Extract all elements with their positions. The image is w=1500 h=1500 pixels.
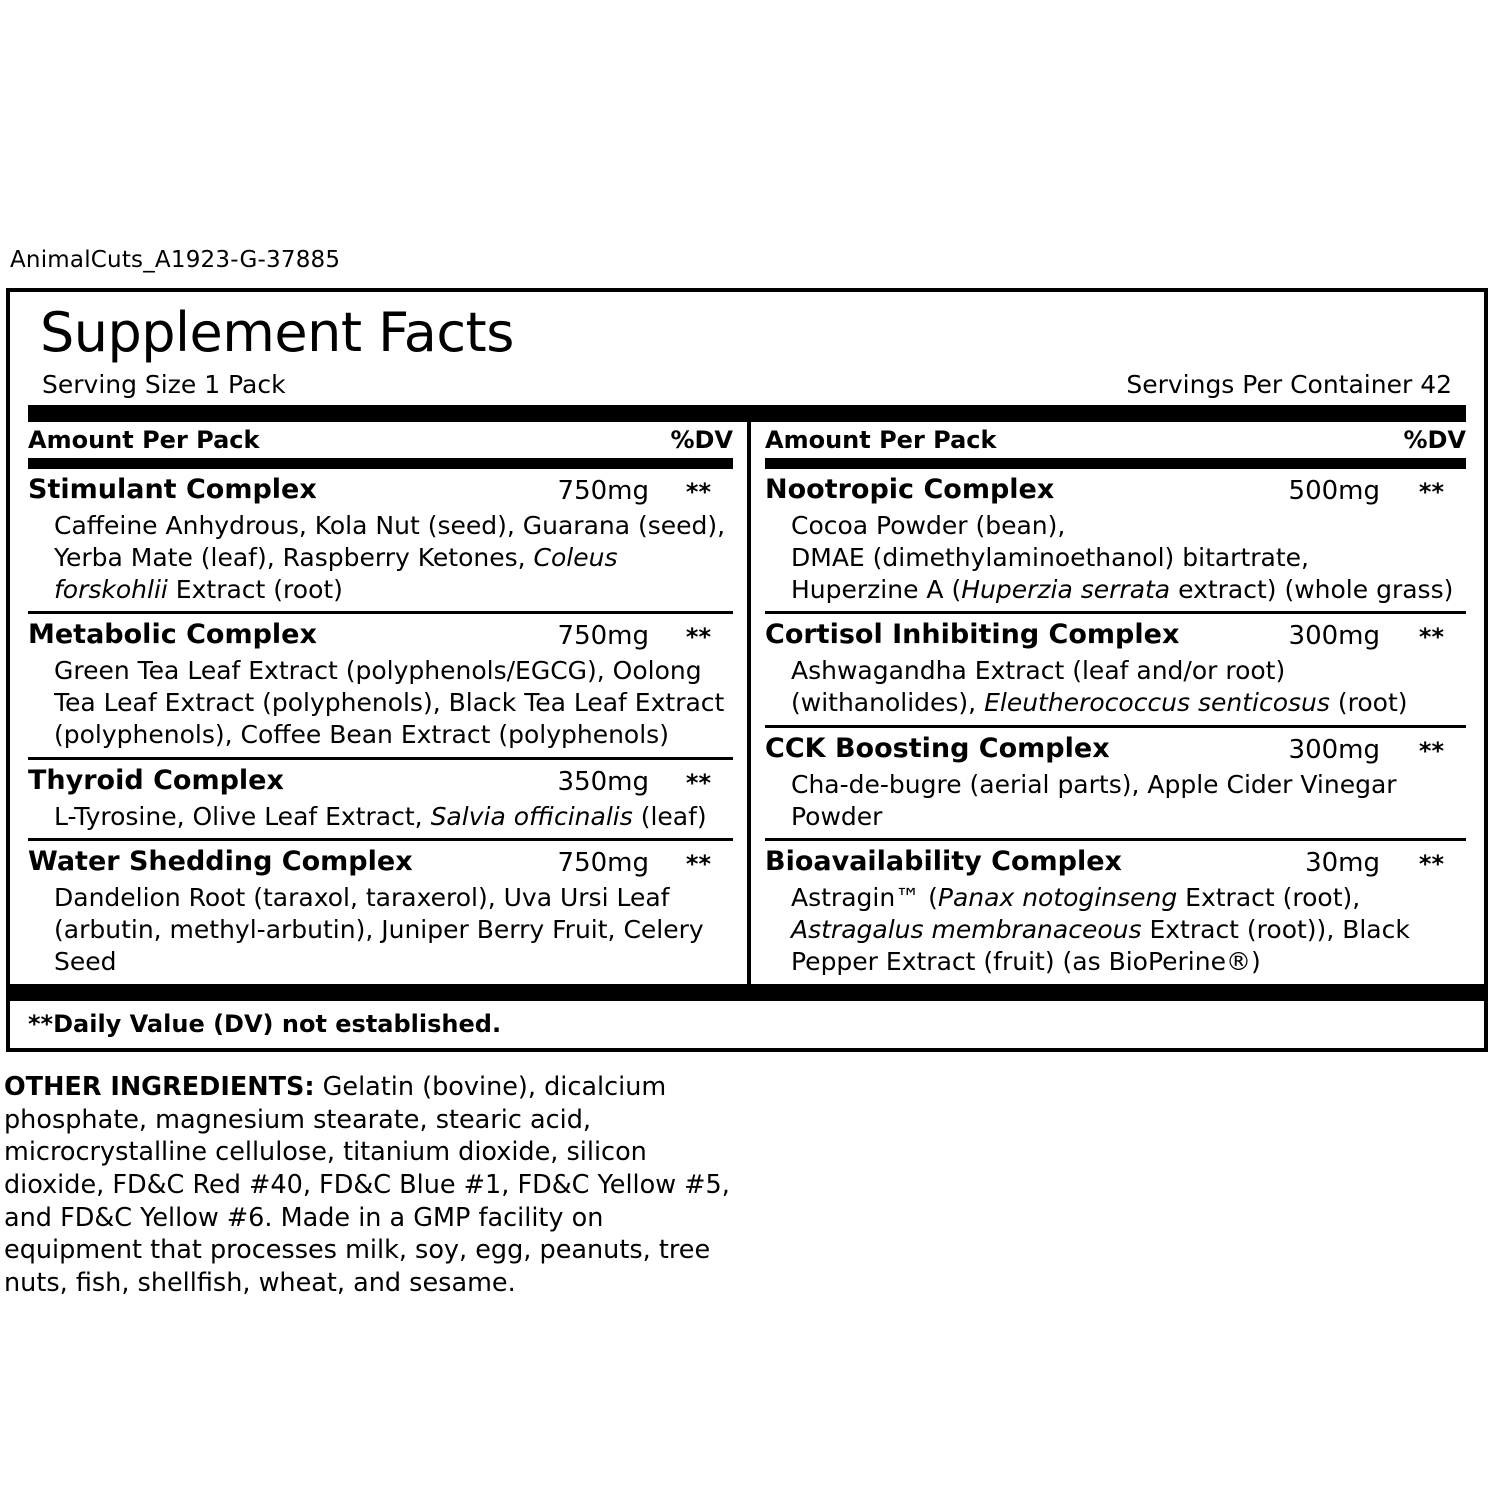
group-amount: 500mg [1288, 476, 1380, 506]
nutrient-column-right [747, 422, 1466, 984]
servings-per-container-text: Servings Per Container 42 [1126, 370, 1452, 399]
group-amount: 750mg [557, 848, 649, 879]
divider-thick-top [28, 405, 1466, 422]
dv-label-right: %DV [1403, 426, 1466, 454]
group-name: Stimulant Complex [28, 474, 317, 505]
group-ingredients: Green Tea Leaf Extract (polyphenols/EGCG), Oolong Tea Leaf Extract (polyphenols), Black Tea Leaf Extract (polyphenols), Coffee Bean Extract (polyphenols) [54, 656, 725, 749]
other-ingredients-label: OTHER INGREDIENTS: [4, 1072, 315, 1102]
nutrient-group [28, 841, 733, 983]
nutrient-group [765, 614, 1466, 728]
nutrient-group [765, 841, 1466, 983]
group-ingredients: Dandelion Root (taraxol, taraxerol), Uva Ursi Leaf (arbutin, methyl-arbutin), Juniper Berry Fruit, Celery Seed [54, 883, 704, 976]
group-dv: ** [1418, 736, 1444, 765]
nutrient-group [765, 469, 1466, 614]
group-name: Thyroid Complex [28, 764, 284, 796]
nutrient-columns [28, 422, 1466, 984]
nutrient-column-left [28, 422, 747, 984]
group-dv: ** [685, 768, 711, 797]
file-code-text: AnimalCuts_A1923-G-37885 [10, 247, 341, 273]
group-ingredients: L-Tyrosine, Olive Leaf Extract, Salvia officinalis (leaf) [54, 801, 707, 831]
nutrient-group [28, 614, 733, 759]
daily-value-note: **Daily Value (DV) not established. [28, 1009, 502, 1038]
group-name: CCK Boosting Complex [765, 732, 1110, 764]
nutrient-group [28, 760, 733, 842]
amount-header-left [28, 422, 733, 458]
amount-header-right [765, 422, 1466, 458]
group-amount: 30mg [1305, 848, 1380, 879]
group-name: Metabolic Complex [28, 619, 317, 651]
divider-thick-bottom [10, 984, 1484, 1001]
panel-title: Supplement Facts [40, 301, 514, 364]
group-amount: 300mg [1288, 734, 1380, 765]
group-dv: ** [685, 478, 711, 506]
group-ingredients: Caffeine Anhydrous, Kola Nut (seed), Guarana (seed), Yerba Mate (leaf), Raspberry Ketones, Coleus forskohlii Extract (root) [54, 511, 726, 604]
dv-label-left: %DV [670, 426, 733, 454]
group-amount: 300mg [1288, 621, 1380, 652]
group-dv: ** [685, 623, 711, 652]
amount-per-pack-label-right: Amount Per Pack [765, 426, 997, 454]
group-amount: 350mg [557, 766, 649, 797]
supplement-facts-panel [6, 288, 1488, 1052]
group-amount: 750mg [557, 476, 649, 506]
group-dv: ** [685, 850, 711, 879]
group-name: Water Shedding Complex [28, 846, 413, 878]
group-dv: ** [1418, 478, 1444, 506]
divider-header-right [765, 458, 1466, 469]
group-amount: 750mg [557, 621, 649, 652]
group-ingredients: Astragin™ (Panax notoginseng Extract (root), Astragalus membranaceous Extract (root)), Black Pepper Extract (fruit) (as BioPerine®) [791, 883, 1410, 976]
group-ingredients: Ashwagandha Extract (leaf and/or root) (withanolides), Eleutherococcus senticosus (root) [791, 656, 1408, 717]
group-ingredients: Cocoa Powder (bean), DMAE (dimethylaminoethanol) bitartrate, Huperzine A (Huperzia serrata extract) (whole grass) [791, 511, 1454, 604]
group-dv: ** [1418, 623, 1444, 652]
group-name: Bioavailability Complex [765, 846, 1122, 878]
other-ingredients-text: Gelatin (bovine), dicalcium phosphate, magnesium stearate, stearic acid, microcrystalline cellulose, titanium dioxide, silicon dioxide, FD&C Red #40, FD&C Blue #1, FD&C Yellow #5, and FD&C Yellow #6. Made in a GMP facility on equipment that processes milk, soy, egg, peanuts, tree nuts, fish, shellfish, wheat, and sesame. [4, 1072, 730, 1298]
amount-per-pack-label-left: Amount Per Pack [28, 426, 260, 454]
divider-header-left [28, 458, 733, 469]
serving-size-text: Serving Size 1 Pack [42, 370, 286, 399]
serving-info-row [42, 370, 1452, 399]
group-dv: ** [1418, 850, 1444, 879]
group-ingredients: Cha-de-bugre (aerial parts), Apple Cider Vinegar Powder [791, 769, 1397, 831]
other-ingredients-block [4, 1071, 749, 1299]
nutrient-group [28, 469, 733, 614]
group-name: Nootropic Complex [765, 474, 1055, 505]
nutrient-group [765, 728, 1466, 842]
group-name: Cortisol Inhibiting Complex [765, 619, 1180, 651]
